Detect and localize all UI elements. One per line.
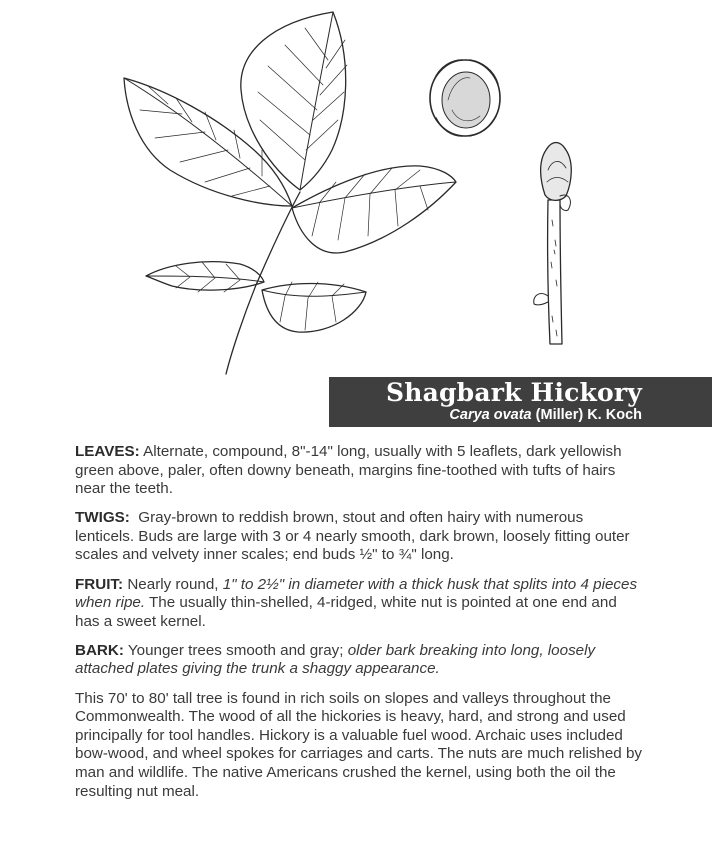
fruit-section — [75, 576, 645, 632]
leaves-heading: LEAVES: — [75, 443, 140, 460]
title-banner — [329, 377, 712, 427]
authority: (Miller) K. Koch — [535, 407, 642, 423]
scientific-name-line — [329, 407, 642, 424]
botanical-illustration — [0, 0, 712, 380]
leaves-section — [75, 443, 645, 499]
fruit-text-1: Nearly round, — [127, 575, 219, 593]
leaves-text: Alternate, compound, 8"-14" long, usually with 5 leaflets, dark yellowish green above, paler, often downy beneath, margins fine-toothed with tufts of hairs near the teeth. — [75, 443, 622, 498]
compound-leaf-drawing — [124, 12, 456, 374]
bark-section — [75, 642, 645, 679]
bark-text-1: Younger trees smooth and gray; — [127, 641, 344, 659]
fruit-text-italic: 1" to 2½" in diameter with a thick husk that splits into 4 pieces when ripe. — [75, 575, 638, 612]
bark-text-italic: older bark breaking into long, loosely attached plates giving the trunk a shaggy appearance. — [75, 641, 596, 678]
lower-right-leaflet — [262, 284, 366, 333]
terminal-leaflet — [241, 12, 346, 190]
twigs-section — [75, 509, 645, 565]
fruit-text-2: The usually thin-shelled, 4-ridged, white nut is pointed at one end and has a sweet kernel. — [75, 594, 617, 630]
twigs-heading: TWIGS: — [75, 509, 130, 527]
bark-heading: BARK: — [75, 641, 124, 659]
scientific-name: Carya ovata — [449, 407, 532, 423]
upper-right-leaflet — [292, 166, 456, 253]
twig-drawing — [534, 143, 572, 345]
nut-drawing — [430, 60, 500, 136]
fruit-heading: FRUIT: — [75, 575, 124, 593]
description-body — [75, 443, 645, 812]
general-description: This 70' to 80' tall tree is found in rich soils on slopes and valleys throughout the Commonwealth. The wood of all the hickories is heavy, hard, and strong and used principally for tool handles. Hickory is a valuable fuel wood. Archaic uses included bow-wood, and wheel spokes for carriages and carts. The nuts are much relished by man and wildlife. The native Americans crushed the kernel, using both the oil the resulting nut meal. — [75, 689, 643, 800]
common-name: Shagbark Hickory — [385, 378, 642, 407]
twigs-text: Gray-brown to reddish brown, stout and often hairy with numerous lenticels. Buds are large with 3 or 4 nearly smooth, dark brown, loosely fitting outer scales and velvety inner scales; end buds ½" to ¾" long. — [75, 509, 630, 564]
